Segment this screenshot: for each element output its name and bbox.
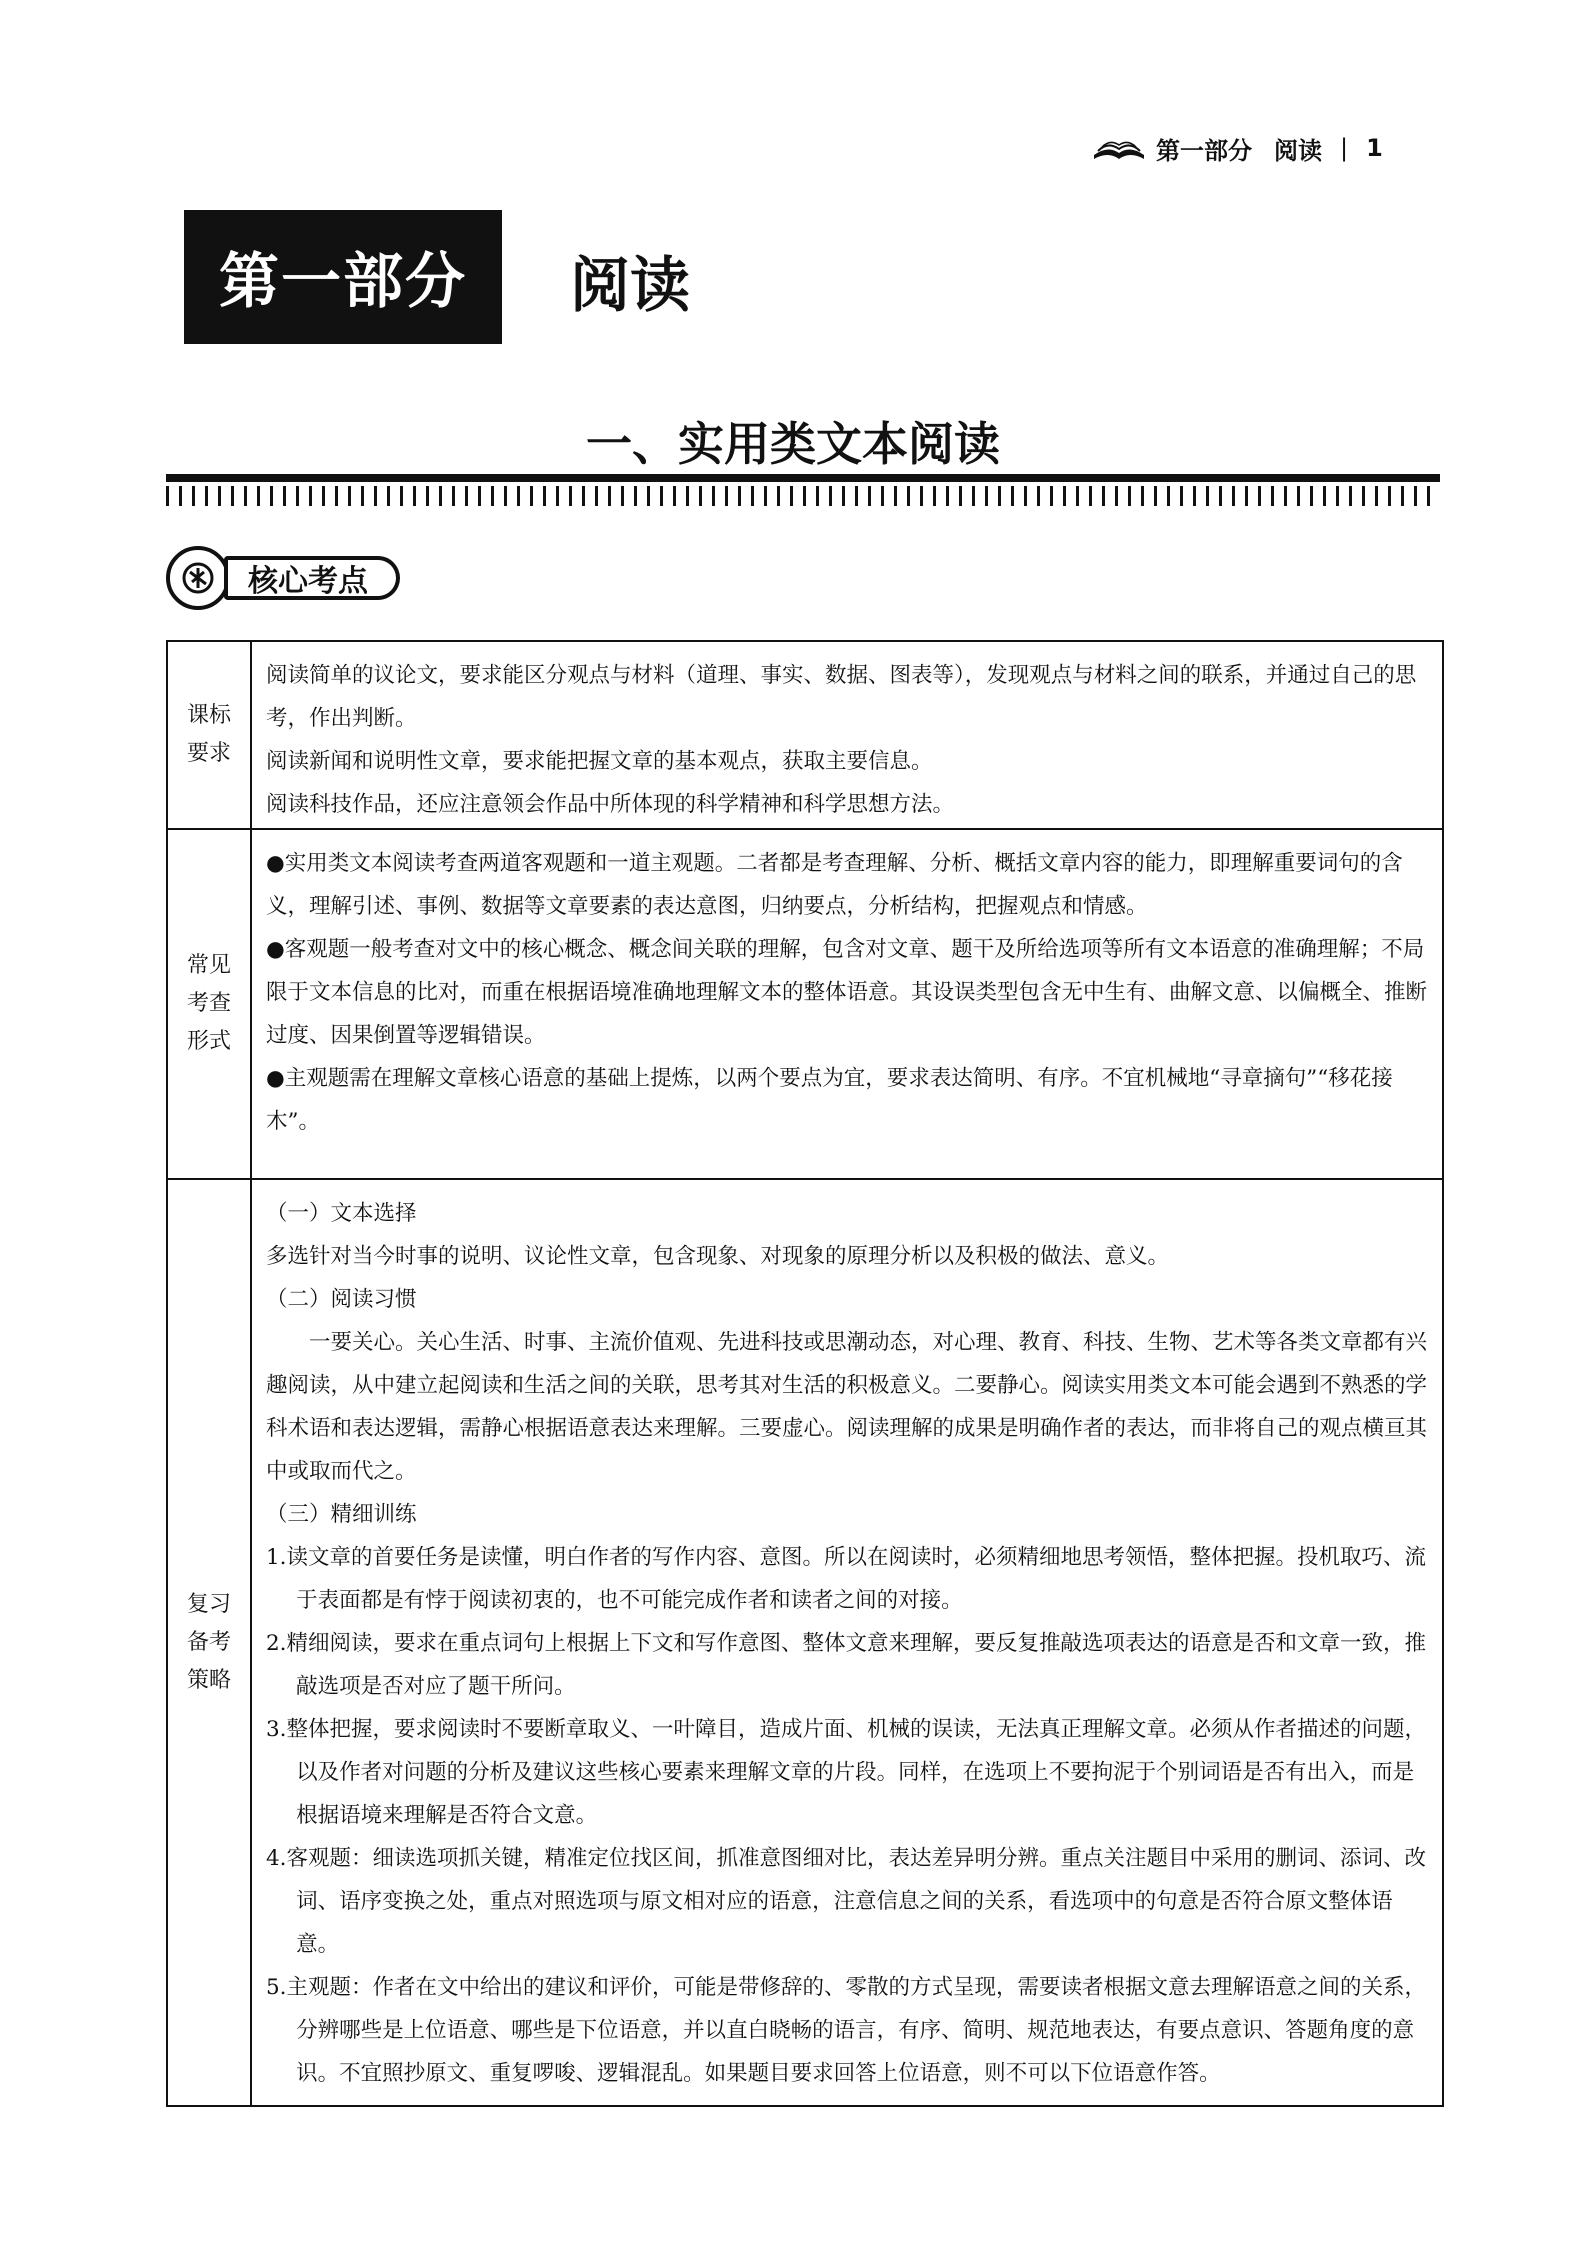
paragraph: 阅读科技作品，还应注意领会作品中所体现的科学精神和科学思想方法。: [266, 792, 955, 817]
section-rule: [166, 474, 1440, 482]
badge-label: 核心考点: [224, 556, 400, 600]
paragraph: 阅读新闻和说明性文章，要求能把握文章的基本观点，获取主要信息。: [266, 749, 933, 774]
header-section: 第一部分: [1156, 136, 1252, 165]
paragraph: 一要关心。关心生活、时事、主流价值观、先进科技或思潮动态，对心理、教育、科技、生物、艺术等各类文章都有兴趣阅读，从中建立起阅读和生活之间的关联，思考其对生活的积极意义。二要静心。阅读实用类文本可能会遇到不熟悉的学科术语和表达逻辑，需静心根据语意表达来理解。三要虚心。阅读理解的成果是明确作者的表达，而非将自己的观点横亘其中或取而代之。: [266, 1330, 1428, 1484]
list-item: 1.读文章的首要任务是读懂，明白作者的写作内容、意图。所以在阅读时，必须精细地思考领悟，整体把握。投机取巧、流于表面都是有悖于阅读初衷的，也不可能完成作者和读者之间的对接。: [266, 1545, 1427, 1613]
paragraph: ●主观题需在理解文章核心语意的基础上提炼，以两个要点为宜，要求表达简明、有序。不宜机械地“寻章摘句”“移花接木”。: [266, 1066, 1393, 1134]
paragraph: 多选针对当今时事的说明、议论性文章，包含现象、对现象的原理分析以及积极的做法、意义。: [266, 1244, 1170, 1269]
row-label: 常见考查形式: [168, 830, 252, 1178]
row-label: 复习备考策略: [168, 1180, 252, 2105]
subheading: （三）精细训练: [266, 1502, 417, 1527]
subheading: （一）文本选择: [266, 1201, 417, 1226]
list-item: 4.客观题：细读选项抓关键，精准定位找区间，抓准意图细对比，表达差异明分辨。重点关注题目中采用的删词、添词、改词、语序变换之处，重点对照选项与原文相对应的语意，注意信息之间的关系，看选项中的句意是否符合原文整体语意。: [266, 1846, 1427, 1957]
part-title: 阅读: [570, 251, 690, 321]
row-content: [252, 1180, 1442, 2105]
list-item: 3.整体把握，要求阅读时不要断章取义、一叶障目，造成片面、机械的误读，无法真正理解文章。必须从作者描述的问题，以及作者对问题的分析及建议这些核心要素来理解文章的片段。同样，在选项上不要拘泥于个别词语是否有出入，而是根据语境来理解是否符合文意。: [266, 1717, 1427, 1828]
list-item: 5.主观题：作者在文中给出的建议和评价，可能是带修辞的、零散的方式呈现，需要读者根据文意去理解语意之间的关系，分辨哪些是上位语意、哪些是下位语意，并以直白晓畅的语言，有序、简明、规范地表达，有要点意识、答题角度的意识。不宜照抄原文、重复啰唆、逻辑混乱。如果题目要求回答上位语意，则不可以下位语意作答。: [266, 1975, 1427, 2086]
page-number: 1: [1366, 134, 1383, 162]
section-dotted-rule: [166, 486, 1440, 506]
table-row: [168, 828, 1442, 1178]
key-icon: [166, 546, 230, 610]
table-row: [168, 642, 1442, 828]
book-icon: [1090, 133, 1148, 163]
row-content: [252, 642, 1442, 828]
header-topic: 阅读: [1274, 136, 1322, 165]
header-separator: |: [1340, 134, 1349, 162]
paragraph: 阅读简单的议论文，要求能区分观点与材料（道理、事实、数据、图表等），发现观点与材料之间的联系，并通过自己的思考，作出判断。: [266, 663, 1417, 731]
subheading: （二）阅读习惯: [266, 1287, 417, 1312]
part-label-box: [184, 210, 502, 344]
row-content: [252, 830, 1442, 1178]
section-title: 一、实用类文本阅读: [586, 417, 1000, 471]
running-header: [1090, 128, 1383, 168]
part-label: 第一部分: [219, 247, 467, 317]
table-row: [168, 1178, 1442, 2105]
paragraph: ●客观题一般考查对文中的核心概念、概念间关联的理解，包含对文章、题干及所给选项等所有文本语意的准确理解；不局限于文本信息的比对，而重在根据语境准确地理解文本的整体语意。其设误类型包含无中生有、曲解文意、以偏概全、推断过度、因果倒置等逻辑错误。: [266, 937, 1428, 1048]
row-label: 课标要求: [168, 642, 252, 828]
core-points-table: [166, 640, 1444, 2107]
list-item: 2.精细阅读，要求在重点词句上根据上下文和写作意图、整体文意来理解，要反复推敲选项表达的语意是否和文章一致，推敲选项是否对应了题干所问。: [266, 1631, 1427, 1699]
core-points-badge: [166, 548, 400, 608]
paragraph: ●实用类文本阅读考查两道客观题和一道主观题。二者都是考查理解、分析、概括文章内容的能力，即理解重要词句的含义，理解引述、事例、数据等文章要素的表达意图，归纳要点，分析结构，把握观点和情感。: [266, 851, 1403, 919]
